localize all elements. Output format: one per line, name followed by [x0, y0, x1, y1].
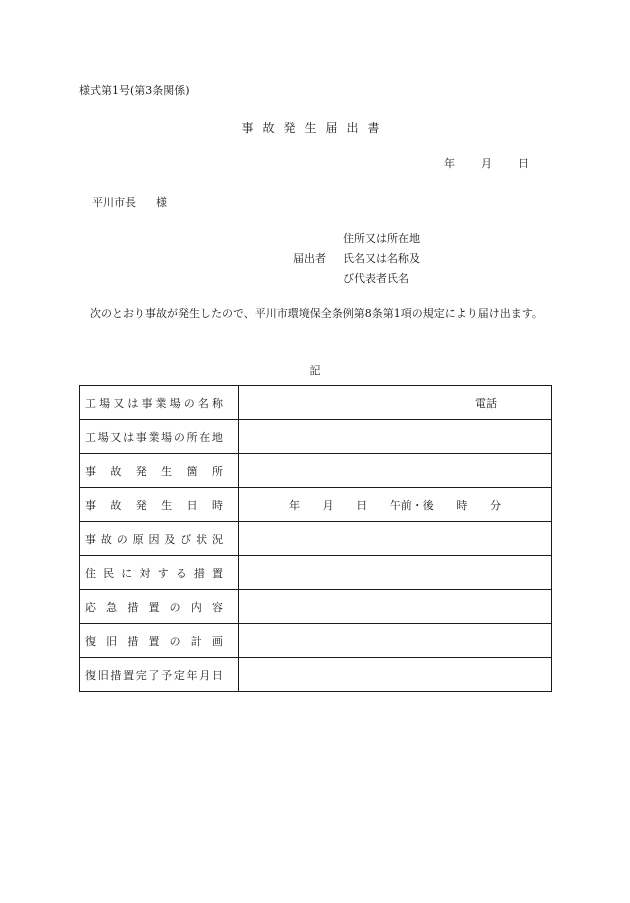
table-row [80, 488, 552, 522]
row-label: 応 急 措 置 の 内 容 [85, 600, 223, 614]
row-label: 事 故 の 原 因 及 び 状 況 [85, 532, 223, 546]
row-value-cell[interactable] [239, 522, 552, 556]
datetime-part-label: 分 [489, 498, 501, 512]
row-label-cell [80, 658, 239, 692]
table-row [80, 386, 552, 420]
table-row [80, 590, 552, 624]
table-row [80, 420, 552, 454]
row-value-cell[interactable] [239, 488, 552, 522]
document-title: 事故発生届出書 [241, 121, 389, 135]
table-row [80, 624, 552, 658]
row-value-cell[interactable] [239, 624, 552, 658]
phone-label: 電話 [475, 396, 497, 410]
addressee [92, 194, 167, 210]
notifier-name-label-line2: び代表者氏名 [343, 272, 409, 285]
row-value-cell[interactable] [239, 556, 552, 590]
row-value-cell[interactable] [239, 420, 552, 454]
datetime-fields [239, 497, 551, 513]
date-month-label: 月 [481, 157, 492, 170]
addressee-honorific: 様 [156, 196, 167, 209]
row-label-cell [80, 556, 239, 590]
datetime-part-label: 日 [356, 498, 368, 512]
datetime-part-label: 時 [456, 498, 468, 512]
row-label: 復 旧 措 置 完 了 予 定 年 月 日 [85, 668, 223, 682]
notifier-address-label: 住所又は所在地 [343, 232, 420, 245]
date-year-label: 年 [444, 157, 455, 170]
row-label: 住 民 に 対 す る 措 置 [85, 566, 223, 580]
row-value-cell[interactable] [239, 590, 552, 624]
row-label-cell [80, 420, 239, 454]
ki-label: 記 [309, 364, 321, 377]
table-row [80, 658, 552, 692]
row-label-cell [80, 454, 239, 488]
row-label-cell [80, 386, 239, 420]
row-label-cell [80, 590, 239, 624]
form-number: 様式第1号(第3条関係) [79, 84, 190, 97]
table-row [80, 522, 552, 556]
row-label-cell [80, 488, 239, 522]
row-label: 工 場 又 は 事 業 場 の 所 在 地 [85, 430, 223, 444]
notifier-block [293, 229, 420, 289]
datetime-part-label: 月 [322, 498, 334, 512]
datetime-part-label: 午前・後 [389, 498, 434, 512]
row-value-cell[interactable] [239, 454, 552, 488]
body-text: 次のとおり事故が発生したので、平川市環境保全条例第8条第1項の規定により届け出ます。 [90, 307, 543, 320]
row-label-cell [80, 522, 239, 556]
row-label: 事 故 発 生 日 時 [85, 498, 223, 512]
notifier-label: 届出者 [293, 252, 326, 265]
row-label: 復 旧 措 置 の 計 画 [85, 634, 223, 648]
row-label: 事 故 発 生 箇 所 [85, 464, 223, 478]
table-row [80, 454, 552, 488]
row-label: 工 場 又 は 事 業 場 の 名 称 [85, 396, 223, 410]
notifier-name-label-line1: 氏名又は名称及 [343, 252, 420, 265]
date-line [444, 155, 529, 171]
date-day-label: 日 [518, 157, 529, 170]
row-value-cell[interactable] [239, 658, 552, 692]
datetime-part-label: 年 [289, 498, 300, 512]
detail-table [79, 385, 552, 692]
row-value-cell[interactable] [239, 386, 552, 420]
addressee-name: 平川市長 [92, 196, 136, 209]
table-row [80, 556, 552, 590]
row-label-cell [80, 624, 239, 658]
